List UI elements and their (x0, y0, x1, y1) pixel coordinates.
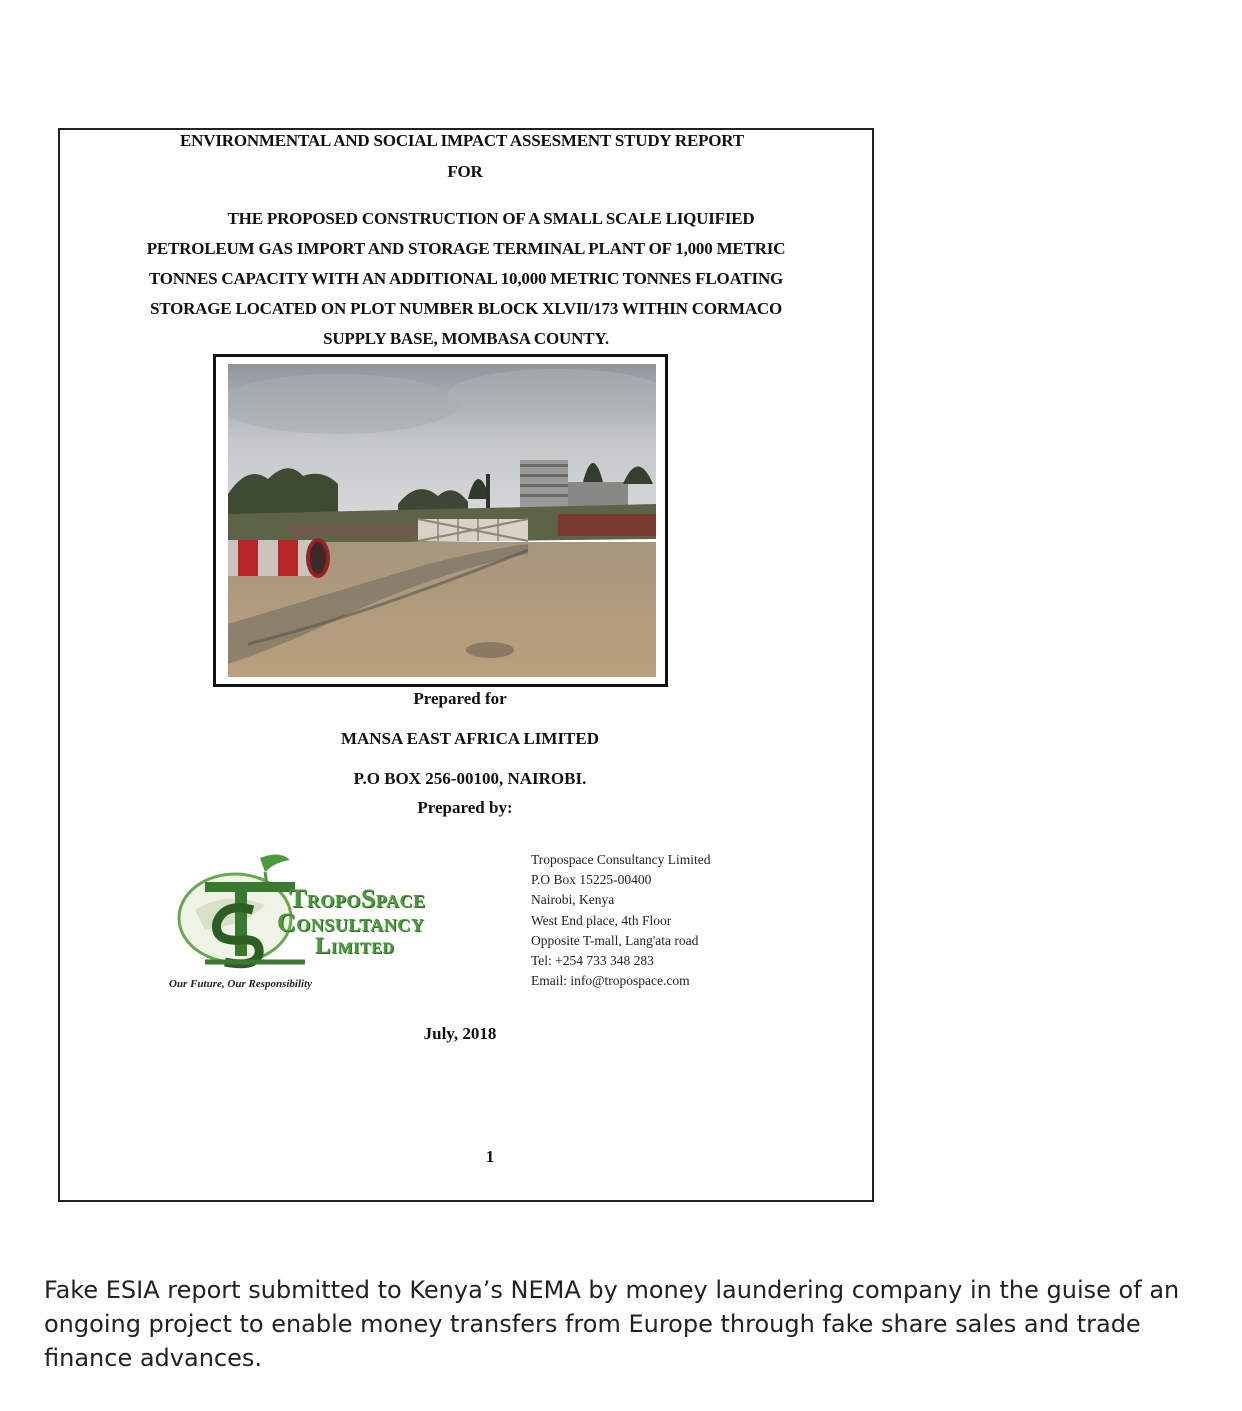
contact-line: Opposite T-mall, Lang'ata road (531, 932, 699, 948)
prepared-for-label: Prepared for (413, 689, 507, 708)
report-title: ENVIRONMENTAL AND SOCIAL IMPACT ASSESMENT STUDY REPORT (180, 131, 744, 150)
report-for-label: FOR (447, 162, 483, 181)
project-description-line: STORAGE LOCATED ON PLOT NUMBER BLOCK XLVII/173 WITHIN CORMACO (149, 299, 782, 318)
client-address: P.O BOX 256-00100, NAIROBI. (353, 769, 587, 788)
contact-line: P.O Box 15225-00400 (531, 872, 652, 888)
project-description-line: PETROLEUM GAS IMPORT AND STORAGE TERMINAL PLANT OF 1,000 METRIC (146, 239, 786, 258)
project-description-line: THE PROPOSED CONSTRUCTION OF A SMALL SCALE LIQUIFIED (227, 209, 755, 228)
consultant-logo (165, 850, 495, 1000)
site-photo-frame (213, 354, 668, 687)
client-name: MANSA EAST AFRICA LIMITED (340, 729, 600, 748)
barrier-structure (418, 519, 528, 541)
contact-line: Nairobi, Kenya (531, 892, 615, 908)
site-photo (228, 364, 656, 677)
contact-email: Email: info@tropospace.com (531, 973, 690, 989)
logo-text-line: TropoSpace (289, 884, 426, 913)
logo-text-line: Consultancy (277, 908, 425, 937)
logo-text-line: Limited (315, 933, 395, 958)
project-description-line: SUPPLY BASE, MOMBASA COUNTY. (323, 329, 609, 348)
page-number: 1 (485, 1147, 495, 1166)
pipe-segment (228, 538, 330, 578)
contact-line: West End place, 4th Floor (531, 912, 672, 928)
project-description-line: TONNES CAPACITY WITH AN ADDITIONAL 10,000 METRIC TONNES FLOATING (148, 269, 784, 288)
image-caption: Fake ESIA report submitted to Kenya’s NEMA by money laundering company in the guise of an ongoing project to enable money transfers from Europe through fake share sales and trade finance advances. (44, 1276, 1180, 1372)
logo-tagline: Our Future, Our Responsibility (169, 978, 313, 990)
contact-line: Tel: +254 733 348 283 (531, 953, 654, 969)
project-description (126, 204, 806, 354)
report-date: July, 2018 (423, 1024, 497, 1043)
consultant-contact-block (531, 850, 710, 991)
contact-line: Tropospace Consultancy Limited (531, 852, 711, 867)
prepared-by-label: Prepared by: (417, 798, 513, 817)
